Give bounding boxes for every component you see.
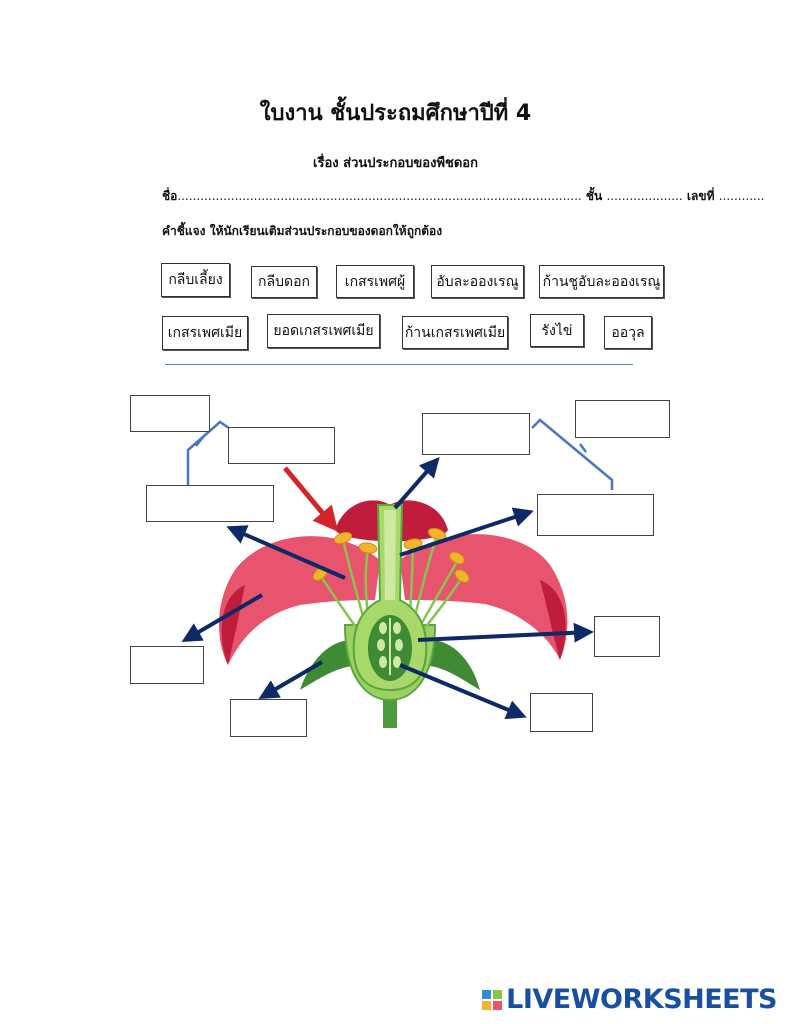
- instruction-text: คำชี้แจง ให้นักเรียนเติมส่วนประกอบของดอกให้ถูกต้อง: [162, 224, 443, 238]
- liveworksheets-logo: [482, 984, 777, 1015]
- answer-box[interactable]: [422, 413, 530, 455]
- answer-box[interactable]: [130, 395, 210, 432]
- red-arrow: [285, 468, 335, 528]
- worksheet-title: ใบงาน ชั้นประถมศึกษาปีที่ 4: [259, 101, 532, 126]
- number-blank[interactable]: ............: [718, 189, 765, 203]
- word-bank-item[interactable]: ก้านเกสรเพศเมีย: [402, 316, 508, 349]
- word-bank-item[interactable]: ก้านชูอับละอองเรณู: [539, 265, 664, 298]
- answer-box[interactable]: [230, 699, 307, 737]
- number-label: เลขที่: [686, 189, 715, 203]
- answer-box[interactable]: [594, 616, 660, 657]
- class-blank[interactable]: ....................: [606, 189, 683, 203]
- answer-box[interactable]: [530, 693, 593, 732]
- worksheet-subtitle: เรื่อง ส่วนประกอบของพืชดอก: [313, 156, 478, 171]
- name-blank[interactable]: ..........................................................................................................: [177, 189, 582, 203]
- word-bank-item[interactable]: อับละอองเรณู: [431, 265, 524, 298]
- word-bank-item[interactable]: เกสรเพศเมีย: [162, 316, 248, 350]
- style: [384, 510, 396, 600]
- answer-box[interactable]: [228, 427, 335, 464]
- word-bank-item[interactable]: ออวุล: [604, 316, 652, 349]
- answer-box[interactable]: [575, 400, 670, 438]
- word-bank-item[interactable]: กลีบดอก: [251, 266, 317, 298]
- word-bank-item[interactable]: เกสรเพศผู้: [336, 265, 414, 298]
- logo-text: LIVEWORKSHEETS: [506, 984, 777, 1015]
- answer-box[interactable]: [146, 485, 274, 522]
- word-bank-item[interactable]: กลีบเลี้ยง: [161, 263, 230, 297]
- answer-box[interactable]: [537, 494, 654, 536]
- logo-icon: [482, 990, 502, 1010]
- class-label: ชั้น: [585, 189, 603, 203]
- word-bank-item[interactable]: รังไข่: [530, 314, 584, 347]
- answer-box[interactable]: [130, 646, 204, 684]
- word-bank-item[interactable]: ยอดเกสรเพศเมีย: [267, 314, 380, 348]
- name-label: ชื่อ: [162, 189, 178, 203]
